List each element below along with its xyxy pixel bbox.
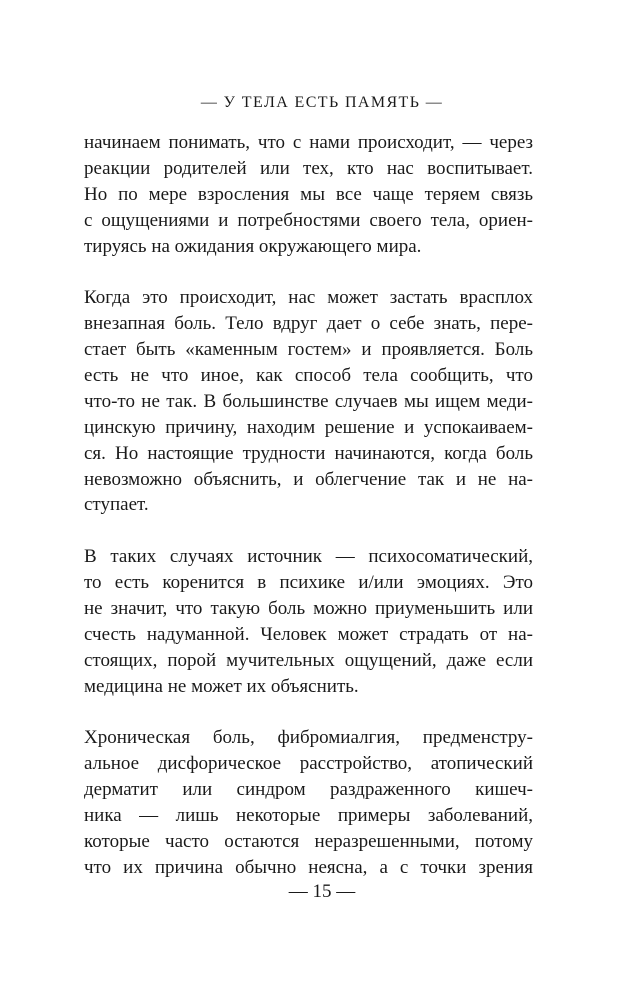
text-line: ступает. <box>84 494 149 516</box>
paragraph <box>84 725 533 880</box>
text-line: цинскую причину, находим решение и успокаиваем- <box>84 416 533 438</box>
text-line: стоящих, порой мучительных ощущений, даже если <box>84 649 533 671</box>
text-line: невозможно объяснить, и облегчение так и не на- <box>84 468 533 490</box>
page-number: — 15 — <box>288 881 356 902</box>
text-line: внезапная боль. Тело вдруг дает о себе знать, пере- <box>84 313 533 335</box>
text-line: стает быть «каменным гостем» и проявляется. Боль <box>84 339 533 361</box>
paragraph <box>84 544 533 699</box>
text-line: Хроническая боль, фибромиалгия, предменстру- <box>84 727 533 749</box>
text-line: счесть надуманной. Человек может страдать от на- <box>84 623 533 645</box>
body-text <box>84 130 533 907</box>
text-line: начинаем понимать, что с нами происходит, — через <box>84 132 533 153</box>
text-line: ника — лишь некоторые примеры заболеваний, <box>84 805 533 827</box>
text-line: не значит, что такую боль можно приуменьшить или <box>84 598 533 620</box>
text-line: дерматит или синдром раздраженного кишеч- <box>84 779 533 801</box>
paragraph <box>84 130 533 259</box>
text-line: реакции родителей или тех, кто нас воспитывает. <box>84 157 533 179</box>
text-line: медицина не может их объяснить. <box>84 675 359 697</box>
text-line: альное дисфорическое расстройство, атопический <box>84 753 533 775</box>
text-line: тируясь на ожидания окружающего мира. <box>84 235 422 257</box>
text-line: которые часто остаются неразрешенными, потому <box>84 831 533 853</box>
text-line: В таких случаях источник — психосоматический, <box>84 546 533 568</box>
text-line: то есть коренится в психике и/или эмоциях. Это <box>84 572 533 594</box>
text-line: Но по мере взросления мы все чаще теряем связь <box>84 183 533 205</box>
text-line: ся. Но настоящие трудности начинаются, когда боль <box>84 442 533 464</box>
running-header: — У ТЕЛА ЕСТЬ ПАМЯТЬ — <box>200 94 444 111</box>
paragraph <box>84 285 533 518</box>
text-line: что-то не так. В большинстве случаев мы ищем меди- <box>84 390 533 412</box>
text-line: Когда это происходит, нас может застать врасплох <box>84 287 533 309</box>
text-line: есть не что иное, как способ тела сообщить, что <box>84 365 533 387</box>
text-line: что их причина обычно неясна, а с точки зрения <box>84 856 533 878</box>
text-line: с ощущениями и потребностями своего тела, ориен- <box>84 209 533 231</box>
